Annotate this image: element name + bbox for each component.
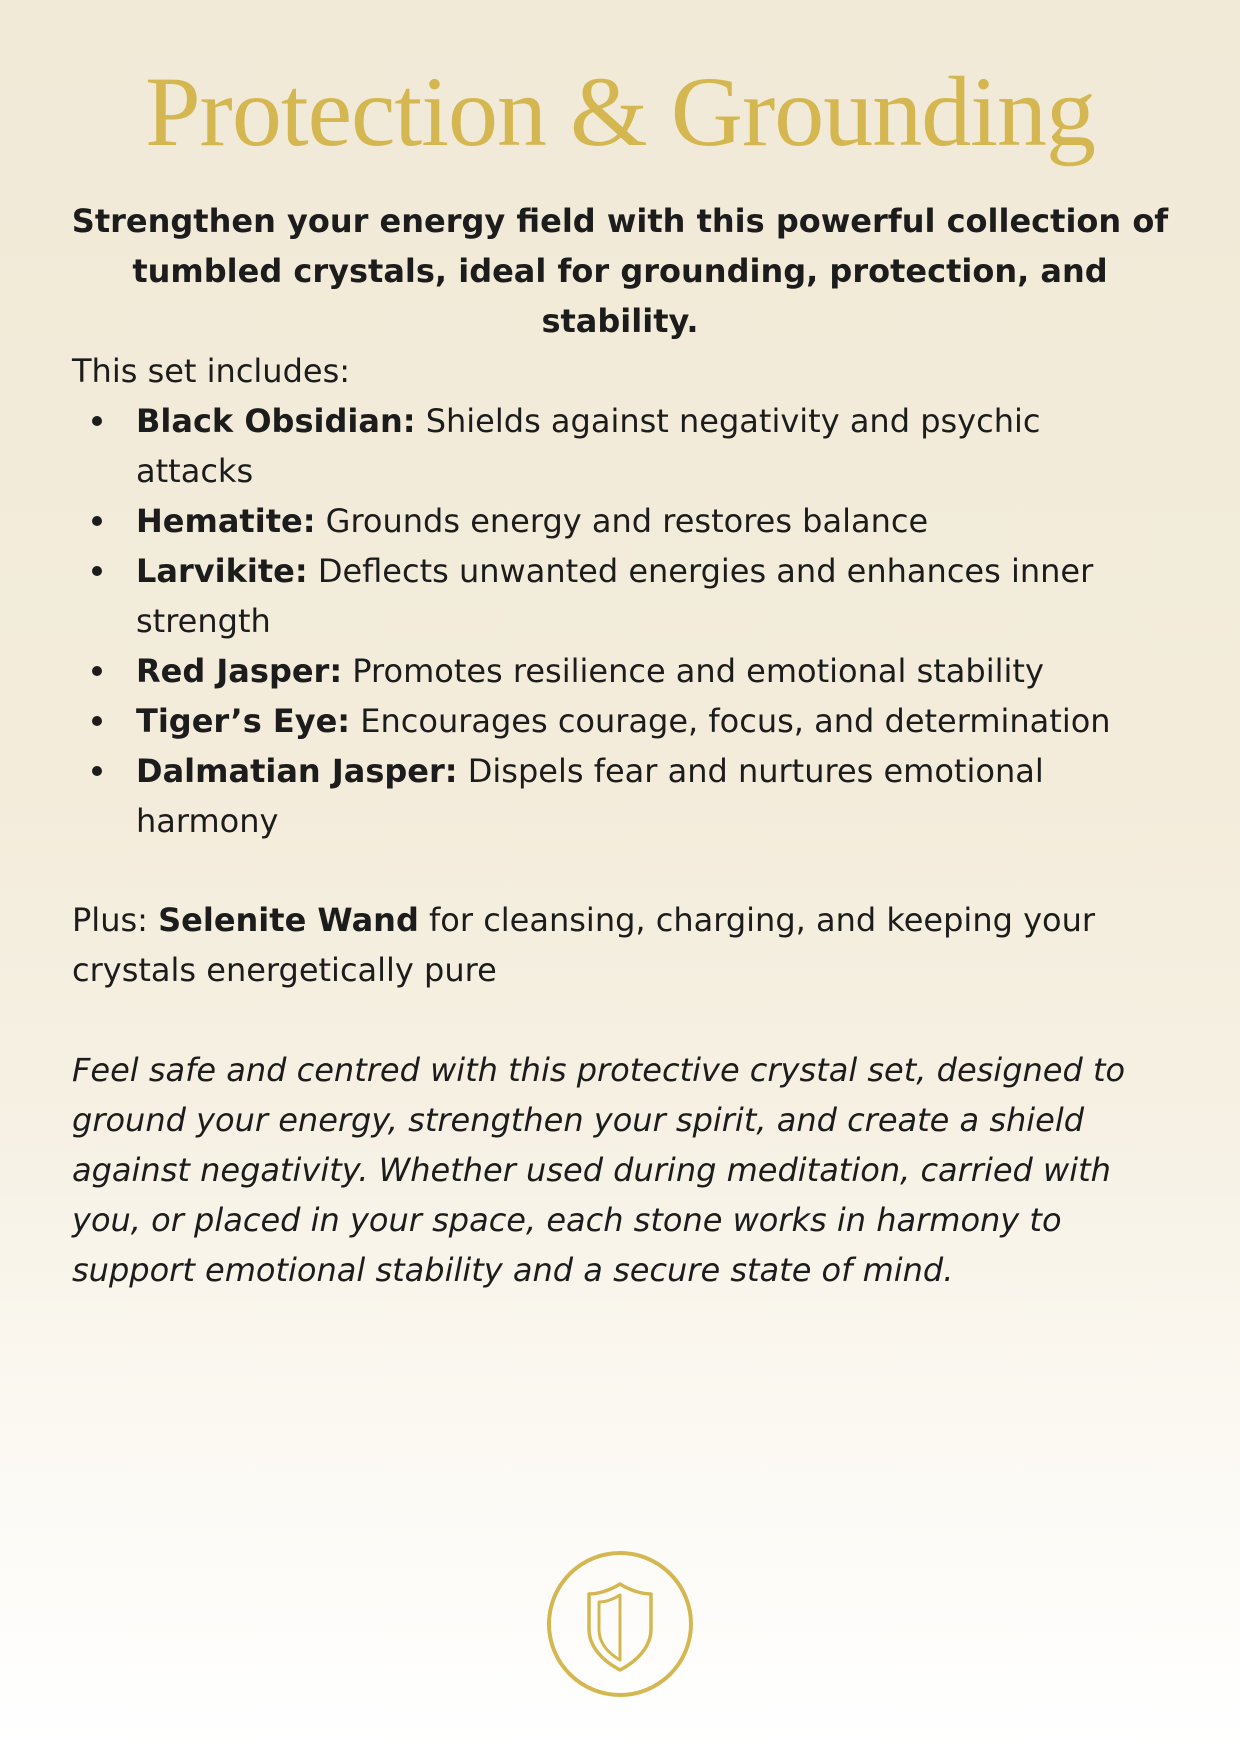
- plus-item-name: Selenite Wand: [158, 901, 419, 939]
- crystal-description: Grounds energy and restores balance: [325, 502, 929, 540]
- crystal-description: Encourages courage, focus, and determination: [360, 702, 1111, 740]
- plus-description: for cleansing, charging, and keeping your crystals energetically pure: [72, 901, 1096, 989]
- list-item: [72, 496, 1132, 546]
- plus-prefix: Plus:: [72, 901, 148, 939]
- crystal-name: Black Obsidian:: [136, 402, 416, 440]
- list-item: [72, 696, 1132, 746]
- crystal-name: Hematite:: [136, 502, 316, 540]
- bullet-icon: [92, 766, 102, 776]
- list-item: [72, 746, 1132, 846]
- bullet-icon: [92, 666, 102, 676]
- crystal-description: Deflects unwanted energies and enhances inner strength: [136, 552, 1094, 640]
- crystal-description: Promotes resilience and emotional stability: [352, 652, 1044, 690]
- crystal-name: Tiger’s Eye:: [136, 702, 351, 740]
- crystal-description: Dispels fear and nurtures emotional harmony: [136, 752, 1044, 840]
- crystal-name: Larvikite:: [136, 552, 308, 590]
- shield-icon: [545, 1549, 695, 1699]
- plus-item: [72, 895, 1152, 995]
- crystal-name: Dalmatian Jasper:: [136, 752, 458, 790]
- bullet-icon: [92, 516, 102, 526]
- crystal-list: [72, 396, 1132, 846]
- list-item: [72, 396, 1132, 496]
- closing-text: Feel safe and centred with this protective crystal set, designed to ground your energy, strengthen your spirit, and create a shield against negativity. Whether used during meditation, carried with you, or placed in your space, each stone works in harmony to support emotional stability and a secure state of mind.: [72, 1051, 1126, 1289]
- crystal-name: Red Jasper:: [136, 652, 343, 690]
- bullet-icon: [92, 566, 102, 576]
- bullet-icon: [92, 416, 102, 426]
- list-item: [72, 546, 1132, 646]
- includes-label: This set includes:: [72, 352, 351, 390]
- intro-text: Strengthen your energy field with this powerful collection of tumbled crystals, ideal for grounding, protection, and stability.: [71, 202, 1169, 340]
- list-item: [72, 646, 1132, 696]
- page-title: Protection & Grounding: [144, 56, 1096, 167]
- crystal-description: Shields against negativity and psychic attacks: [136, 402, 1041, 490]
- bullet-icon: [92, 716, 102, 726]
